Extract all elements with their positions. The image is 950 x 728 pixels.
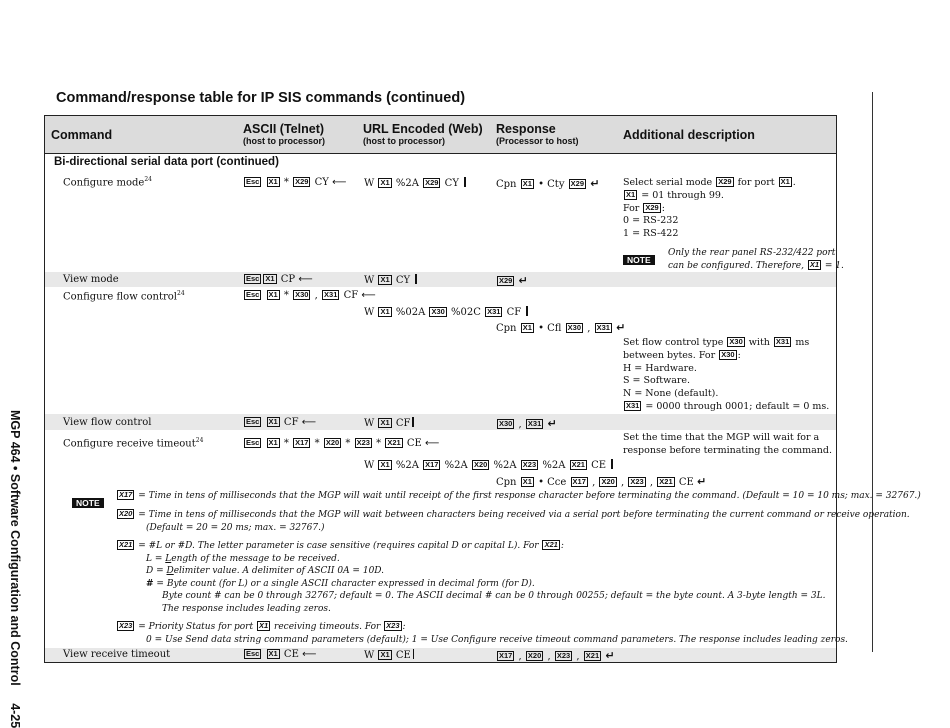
text-token: CF — [283, 417, 299, 428]
key-variable: X1 — [268, 417, 278, 426]
text-token: , — [620, 477, 625, 488]
left-arrow-icon: ⟵ — [301, 417, 317, 428]
running-header — [8, 410, 22, 728]
key-variable: X23 — [356, 438, 370, 447]
key-variable: X23 — [386, 621, 400, 630]
key-variable: X1 — [380, 650, 390, 659]
text-token: response before terminating the command. — [623, 444, 832, 456]
desc-configure-timeout — [623, 432, 832, 458]
text-token: ms — [795, 337, 810, 348]
pipe-icon — [611, 459, 613, 469]
key-variable: X30 — [295, 290, 309, 299]
note-badge-timeout — [72, 491, 104, 510]
page-number: 4-25 — [8, 703, 22, 728]
key-variable: X1 — [380, 275, 390, 284]
key-variable: X17 — [425, 460, 439, 469]
text-token: %2A — [395, 460, 419, 471]
text-token: CF — [343, 290, 359, 301]
note-x20 — [116, 509, 910, 534]
text-token: S = Software. — [623, 375, 691, 387]
text-token: (Default = 20 = 20 ms; max. = 32767.) — [146, 522, 325, 533]
text-token: CE — [395, 650, 411, 661]
key-variable: X1 — [380, 178, 390, 187]
text-token: , — [649, 477, 654, 488]
pipe-icon — [415, 274, 417, 284]
text-token: Cce — [547, 477, 567, 488]
text-token: For — [623, 202, 640, 214]
col-ascii: ASCII (Telnet) — [243, 122, 325, 136]
response-configure-flow — [496, 321, 625, 334]
text-token: • — [538, 179, 544, 190]
key-variable: X29 — [425, 178, 439, 187]
key-variable: X1 — [268, 438, 278, 447]
text-token: , — [587, 323, 591, 334]
return-arrow-icon: ↵ — [590, 177, 600, 190]
text-token: Configure flow control — [63, 291, 178, 303]
text-token: receiving timeouts. For — [274, 622, 381, 632]
text-token: N = None (default). — [623, 388, 719, 400]
key-variable: X17 — [295, 438, 309, 447]
text-token: , — [518, 651, 522, 662]
text-token: D = — [146, 566, 164, 576]
key-variable: X30 — [431, 307, 445, 316]
pipe-icon — [464, 177, 466, 187]
key-variable: X23 — [556, 651, 571, 660]
col-response-sub: (Processor to host) — [496, 136, 579, 146]
text-token: Only the rear panel RS-232/422 port — [668, 248, 836, 258]
key-variable: Esc — [246, 290, 260, 299]
key-variable: X23 — [119, 621, 133, 630]
left-arrow-icon: ⟵ — [298, 274, 313, 285]
key-variable: X31 — [324, 290, 338, 299]
key-variable: Esc — [246, 649, 260, 658]
key-variable: Esc — [246, 438, 260, 447]
text-token: * — [283, 290, 289, 301]
text-token: 0 = RS-232 — [623, 215, 679, 227]
ascii-view-timeout — [243, 649, 316, 660]
key-variable: X30 — [721, 349, 735, 359]
col-url: URL Encoded (Web) — [363, 122, 483, 136]
url-configure-flow — [364, 306, 528, 318]
text-token: W — [364, 307, 375, 318]
row-view-timeout: View receive timeout — [63, 649, 171, 660]
key-variable: X29 — [570, 179, 585, 188]
ascii-configure-flow — [243, 290, 376, 301]
left-arrow-icon: ⟵ — [361, 290, 376, 301]
key-variable: X20 — [601, 477, 615, 486]
note-x17 — [116, 490, 921, 503]
table-header — [45, 116, 836, 154]
col-ascii-sub: (host to processor) — [243, 136, 326, 146]
text-token: CF — [395, 418, 411, 429]
text-token: Select serial mode — [623, 177, 713, 188]
desc-configure-flow: Set flow control type X30 with X31 ms between bytes. For X30 : H = Hardware. S = Software. N = None (default). X31 = 0000 through 0001; default = 0 ms. — [623, 337, 830, 412]
key-variable: X1 — [380, 460, 390, 469]
note-badge — [623, 248, 655, 267]
response-configure-mode — [496, 177, 599, 190]
url-view-timeout — [364, 649, 414, 661]
key-variable: X29 — [718, 177, 732, 186]
response-view-timeout — [496, 649, 615, 662]
text-token: W — [364, 418, 375, 429]
key-variable: X23 — [522, 460, 537, 469]
text-token: = Byte count (for L) or a single ASCII character expressed in decimal form (for D). — [156, 578, 535, 589]
ascii-configure-timeout — [243, 438, 439, 449]
text-token: %02C — [451, 307, 481, 318]
text-token: Set flow control type — [623, 337, 724, 348]
text-token: , — [518, 419, 522, 430]
text-token: H = Hardware. — [623, 362, 697, 374]
pipe-icon — [412, 417, 414, 427]
text-token: , — [547, 651, 551, 662]
text-token: , — [576, 651, 580, 662]
text-token: Cpn — [496, 477, 517, 488]
key-variable: X1 — [268, 649, 278, 658]
text-token: = Time in tens of milliseconds that the MGP will wait between characters being received via a serial port before terminating the current command or receive operation. — [138, 510, 910, 520]
note-x23: X23 = Priority Status for port X1 receiving timeouts. For X23 : 0 = Use Send data string command parameters (default); 1 = Use Configure receive timeout command parameters. The response includes leading zeros. — [116, 621, 848, 646]
key-variable: X20 — [527, 651, 542, 660]
text-token: W — [364, 275, 375, 286]
text-token: can be configured. Therefore, — [668, 260, 804, 271]
row-band-view-flow — [45, 414, 836, 430]
text-token: D — [166, 566, 174, 576]
key-variable: X21 — [119, 540, 133, 549]
key-variable: X1 — [380, 418, 390, 427]
text-token: %2A — [493, 460, 517, 471]
url-configure-timeout — [364, 459, 613, 471]
col-url-sub: (host to processor) — [363, 136, 446, 146]
text-token: CY — [314, 177, 329, 188]
key-variable: X1 — [265, 274, 275, 283]
key-variable: X30 — [729, 337, 743, 346]
text-token: Cpn — [496, 179, 517, 190]
key-variable: X1 — [809, 259, 819, 269]
key-variable: X1 — [522, 179, 532, 188]
return-arrow-icon: ↵ — [696, 475, 707, 488]
left-arrow-icon: ⟵ — [302, 649, 317, 660]
text-token: CP — [280, 274, 296, 285]
left-arrow-icon: ⟵ — [425, 438, 440, 449]
key-variable: X21 — [387, 438, 401, 447]
text-token: = 01 through 99. — [641, 189, 724, 201]
key-variable: X21 — [585, 651, 600, 660]
row-configure-mode — [63, 176, 152, 188]
key-variable: X31 — [596, 323, 610, 332]
text-token: CY — [444, 178, 459, 189]
text-token: %2A — [542, 460, 566, 471]
row-view-flow: View flow control — [63, 417, 152, 428]
key-variable: X17 — [119, 490, 133, 499]
text-token: CE — [591, 460, 607, 471]
key-variable: X1 — [626, 189, 636, 199]
key-variable: X17 — [499, 651, 513, 660]
text-token: %02A — [395, 307, 426, 318]
row-configure-timeout — [63, 437, 203, 449]
text-token: ength of the message to be received. — [171, 553, 340, 564]
return-arrow-icon: ↵ — [518, 274, 528, 287]
key-variable: X17 — [572, 477, 586, 486]
url-configure-mode — [364, 177, 466, 189]
key-variable: X21 — [544, 540, 558, 549]
key-variable: Esc — [246, 177, 260, 186]
text-token: * — [283, 438, 289, 449]
pipe-icon — [526, 306, 528, 316]
text-token: Cpn — [496, 323, 517, 334]
key-variable: Esc — [246, 274, 260, 283]
text-token: Cty — [547, 179, 565, 190]
text-token: Configure mode — [63, 177, 145, 189]
text-token: 24 — [177, 290, 185, 297]
text-token: Set the time that the MGP will wait for a — [623, 432, 820, 443]
page-title: Command/response table for IP SIS commands (continued) — [56, 90, 466, 106]
row-configure-flow — [63, 290, 185, 302]
note-configure-mode — [668, 247, 844, 272]
text-token: %2A — [395, 178, 419, 189]
key-variable: X1 — [380, 307, 390, 316]
text-token: , — [592, 477, 596, 488]
return-arrow-icon: ↵ — [547, 417, 557, 430]
return-arrow-icon: ↵ — [616, 321, 626, 334]
key-variable: X21 — [571, 460, 585, 469]
text-token: W — [364, 650, 375, 661]
left-arrow-icon: ⟵ — [332, 177, 347, 188]
note-x21: X21 = #L or #D. The letter parameter is case sensitive (requires capital D or capital L). For X21 : L = Length of the message to be received. D = Delimiter value. A delimiter of ASCII 0A = 10D. # = Byte count (for L) or a single ASCII character expressed in decimal form (for D). Byte count # can be 0 through 32767; default = 0. The ASCII decimal # can be 0 through 00255; default = the byte count. A 3-byte length = 3L. The response includes leading zeros. — [116, 540, 825, 615]
text-token: 0 = Use Send data string command parameters (default); 1 = Use Configure receive timeout command parameters. The response includes leading zeros. — [146, 634, 848, 645]
key-variable: X1 — [268, 177, 278, 186]
url-view-flow — [364, 417, 414, 429]
text-token: 24 — [144, 176, 152, 183]
text-token: CY — [395, 275, 411, 286]
section-heading: Bi-directional serial data port (continued) — [54, 156, 279, 168]
key-variable: X20 — [473, 460, 488, 469]
text-token: for port — [737, 177, 775, 188]
key-variable: X30 — [499, 419, 513, 428]
text-token: * — [314, 438, 320, 449]
key-variable: X1 — [268, 290, 278, 299]
text-token: L — [165, 553, 172, 564]
return-arrow-icon: ↵ — [605, 649, 615, 662]
response-view-flow — [496, 417, 557, 430]
text-token: L = — [146, 553, 163, 564]
text-token: Cfl — [547, 323, 562, 334]
text-token: CE — [406, 438, 422, 449]
row-band-view-mode — [45, 272, 836, 287]
row-view-mode: View mode — [63, 274, 119, 285]
key-variable: Esc — [246, 417, 260, 426]
text-token: = Priority Status for port — [138, 622, 254, 632]
key-variable: X31 — [527, 419, 542, 428]
key-variable: X1 — [780, 177, 790, 186]
key-variable: X31 — [487, 307, 501, 316]
text-token: W — [364, 178, 375, 189]
ascii-configure-mode — [243, 177, 346, 188]
text-token: with — [748, 337, 770, 348]
key-variable: X31 — [775, 337, 790, 346]
text-token: * — [376, 438, 382, 449]
url-view-mode — [364, 274, 417, 286]
text-token: NOTE — [72, 498, 104, 508]
key-variable: X20 — [119, 509, 133, 518]
text-token: CE — [678, 477, 694, 488]
text-token: * — [283, 177, 289, 188]
text-token: Configure receive timeout — [63, 438, 196, 450]
text-token: # — [146, 578, 154, 589]
text-token: • — [538, 323, 544, 334]
ascii-view-mode — [243, 274, 313, 285]
key-variable: X1 — [522, 477, 532, 486]
ascii-view-flow — [243, 417, 316, 428]
text-token: Byte count # can be 0 through 32767; default = 0. The ASCII decimal # can be 0 through 00255; default = the byte count. A 3-byte length = 3L. — [162, 591, 826, 601]
key-variable: X29 — [499, 276, 513, 285]
text-token: 1 = RS-422 — [623, 228, 679, 240]
pipe-icon — [413, 649, 415, 659]
text-token: CF — [506, 307, 522, 318]
key-variable: X23 — [630, 477, 644, 486]
text-token: between bytes. For — [623, 349, 716, 361]
margin-rule — [872, 92, 873, 652]
key-variable: X21 — [659, 477, 673, 486]
text-token: = 1. — [824, 260, 844, 271]
text-token: The response includes leading zeros. — [162, 603, 331, 614]
col-command: Command — [51, 128, 113, 142]
col-response: Response — [496, 122, 556, 136]
key-variable: X20 — [325, 438, 340, 447]
key-variable: X1 — [522, 323, 532, 332]
text-token: NOTE — [623, 255, 655, 265]
response-configure-timeout — [496, 475, 706, 488]
key-variable: X29 — [295, 177, 309, 186]
text-token: • — [538, 477, 544, 488]
key-variable: X29 — [645, 202, 659, 212]
text-token: * — [345, 438, 351, 449]
response-view-mode — [496, 274, 528, 287]
text-token: CE — [283, 649, 299, 660]
side-text: MGP 464 • Software Configuration and Control — [8, 410, 22, 686]
text-token: elimiter value. A delimiter of ASCII 0A = 10D. — [173, 566, 385, 576]
text-token: %2A — [444, 460, 468, 471]
text-token: = 0000 through 0001; default = 0 ms. — [645, 400, 830, 412]
text-token: = #L or #D. The letter parameter is case sensitive (requires capital D or capital L). For — [138, 541, 539, 551]
text-token: , — [314, 290, 318, 301]
text-token: = Time in tens of milliseconds that the MGP will wait until receipt of the first response character before terminating the command. (Default = 10 = 10 ms; max. = 32767.) — [138, 491, 921, 501]
key-variable: X31 — [626, 400, 640, 410]
key-variable: X30 — [567, 323, 582, 332]
text-token: 24 — [195, 437, 204, 444]
text-token: W — [364, 460, 375, 471]
desc-configure-mode: Select serial mode X29 for port X1 . X1 = 01 through 99. For X29 : 0 = RS-232 1 = RS-422 — [623, 177, 796, 240]
col-additional: Additional description — [623, 128, 755, 142]
key-variable: X1 — [258, 621, 269, 630]
